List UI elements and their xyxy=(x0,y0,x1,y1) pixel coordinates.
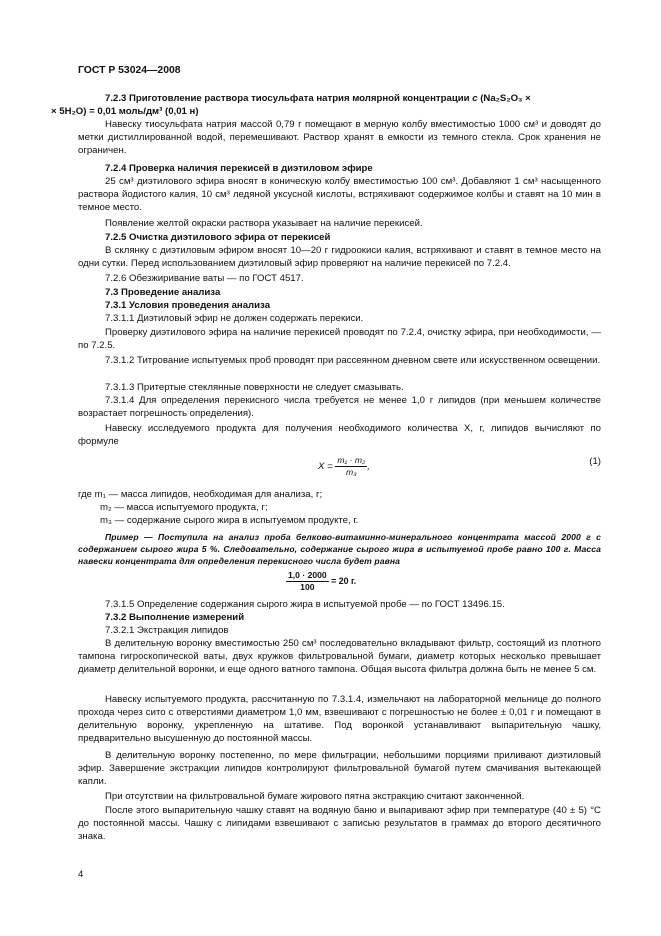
section-7-3-1-2: 7.3.1.2 Титрование испытуемых проб проводят при рассеянном дневном свете или искусственном освещении. xyxy=(105,355,601,366)
section-7-2-6: 7.2.6 Обезжиривание ваты — по ГОСТ 4517. xyxy=(105,273,304,284)
formula-number: (1) xyxy=(589,456,601,467)
formula-denominator: m₃ xyxy=(346,467,357,477)
section-7-3-2-1-e: При отсутствии на фильтровальной бумаге жирового пятна экстракцию считают законченной. xyxy=(105,791,525,802)
document-header: ГОСТ Р 53024—2008 xyxy=(78,65,181,76)
section-7-3-1-4-b: Навеску исследуемого продукта для получения необходимого количества X, г, липидов вычисляют по формуле xyxy=(78,423,601,448)
section-7-3-1-1: 7.3.1.1 Диэтиловый эфир не должен содержать перекиси. xyxy=(105,313,364,324)
section-7-2-4-note: Появление желтой окраски раствора указывает на наличие перекисей. xyxy=(105,218,423,229)
section-7-3-1-5: 7.3.1.5 Определение содержания сырого жира в испытуемой пробе — по ГОСТ 13496.15. xyxy=(105,599,505,610)
section-7-3-title: 7.3 Проведение анализа xyxy=(105,287,221,298)
section-7-3-1-title: 7.3.1 Условия проведения анализа xyxy=(105,300,271,311)
definition-m2: m₂ — масса испытуемого продукта, г; xyxy=(100,502,268,514)
page-number: 4 xyxy=(78,869,84,880)
formula-1: X = $\frac{\text{m₁ · m₂}}{\text{m₃}}$ , xyxy=(318,455,370,477)
section-7-2-5-title: 7.2.5 Очистка диэтилового эфира от перекисей xyxy=(105,232,331,243)
section-7-2-3-body: Навеску тиосульфата натрия массой 0,79 г помещают в мерную колбу вместимостью 1000 см³ и доводят до метки дистиллированной водой, перемешивают. Раствор хранят в емкости из темного стекла. Срок хранения не ограничен. xyxy=(78,119,601,157)
example-note: Пример — Поступила на анализ проба белково-витаминно-минерального концентрата массой 2000 г с содержанием сырого жира 5 %. Следовательно, содержание сырого жира в испытуемой пробе равно 100 г. Масса навески концентрата для определения перекисного числа будет равна xyxy=(78,532,601,566)
section-7-3-1-1-b: Проверку диэтилового эфира на наличие перекисей проводят по 7.2.4, очистку эфира, при необходимости, — по 7.2.5. xyxy=(78,327,601,352)
section-7-2-3-title: 7.2.3 Приготовление раствора тиосульфата натрия молярной концентрации c (Na₂S₂O₃ × × 5H₂O) = 0,01 моль/дм³ (0,01 н) xyxy=(51,93,531,118)
calc-result: = 20 г. xyxy=(328,575,357,586)
definition-m1: где m₁ — масса липидов, необходимая для анализа, г; xyxy=(78,489,323,500)
section-7-2-4-title: 7.2.4 Проверка наличия перекисей в диэтиловом эфире xyxy=(105,163,373,174)
definition-m3: m₃ — содержание сырого жира в испытуемом продукте, г. xyxy=(100,515,359,527)
section-7-3-2-1-c: Навеску испытуемого продукта, рассчитанную по 7.3.1.4, измельчают на лабораторной мельнице до полного прохода через сито с отверстиями диаметром 1,0 мм, взвешивают с погрешностью не более ± 0,01 г и помещают в делительную воронку, укрепленную на штативе. Под воронкой устанавливают выпарительную чашку, предварительно высушенную до постоянной массы. xyxy=(78,694,601,745)
section-7-3-2-1-d: В делительную воронку постепенно, по мере фильтрации, небольшими порциями приливают диэтиловый эфир. Завершение экстракции липидов контролируют фильтровальной бумагой путем смачивания вытекающей капли. xyxy=(78,750,601,788)
section-7-3-1-4: 7.3.1.4 Для определения перекисного числа требуется не менее 1,0 г липидов (при меньшем количестве возрастает погрешность определения). xyxy=(78,395,601,420)
section-7-3-2-1-b: В делительную воронку вместимостью 250 см³ последовательно вкладывают фильтр, состоящий из плотного тампона гигроскопической ваты, двух кружков фильтровальной бумаги, диаметр которых несколько превышает диаметр делительной воронки, и еще одного ватного тампона. Общая высота фильтра должна быть не менее 5 см. xyxy=(78,638,601,676)
formula-fraction xyxy=(335,455,367,478)
example-calculation xyxy=(286,570,356,593)
calc-numerator: 1,0 · 2000 xyxy=(288,570,327,580)
section-7-3-2-1: 7.3.2.1 Экстракция липидов xyxy=(105,625,229,636)
section-7-2-5-body: В склянку с диэтиловым эфиром вносят 10—20 г гидроокиси калия, встряхивают и ставят в темное место на одни сутки. Перед использованием диэтиловый эфир проверяют на наличие перекисей по 7.2.4. xyxy=(78,245,601,270)
formula-numerator: m₁ · m₂ xyxy=(337,455,366,465)
calc-denominator: 100 xyxy=(300,582,315,592)
formula-lhs: X = xyxy=(318,461,333,473)
formula-definitions xyxy=(78,488,601,527)
section-7-3-2-1-f: После этого выпарительную чашку ставят на водяную баню и выпаривают эфир при температуре (40 ± 5) °С до постоянной массы. Чашку с липидами взвешивают с записью результатов в граммах до второго десятичного знака. xyxy=(78,805,601,843)
section-7-2-4-body: 25 см³ диэтилового эфира вносят в коническую колбу вместимостью 100 см³. Добавляют 1 см³ насыщенного раствора йодистого калия, 10 см³ ледяной уксусной кислоты, встряхивают содержимое колбы и ставят на 10 мин в темное место. xyxy=(78,176,601,214)
section-7-3-2-title: 7.3.2 Выполнение измерений xyxy=(105,612,245,623)
section-7-3-1-3: 7.3.1.3 Притертые стеклянные поверхности не следует смазывать. xyxy=(105,382,404,393)
